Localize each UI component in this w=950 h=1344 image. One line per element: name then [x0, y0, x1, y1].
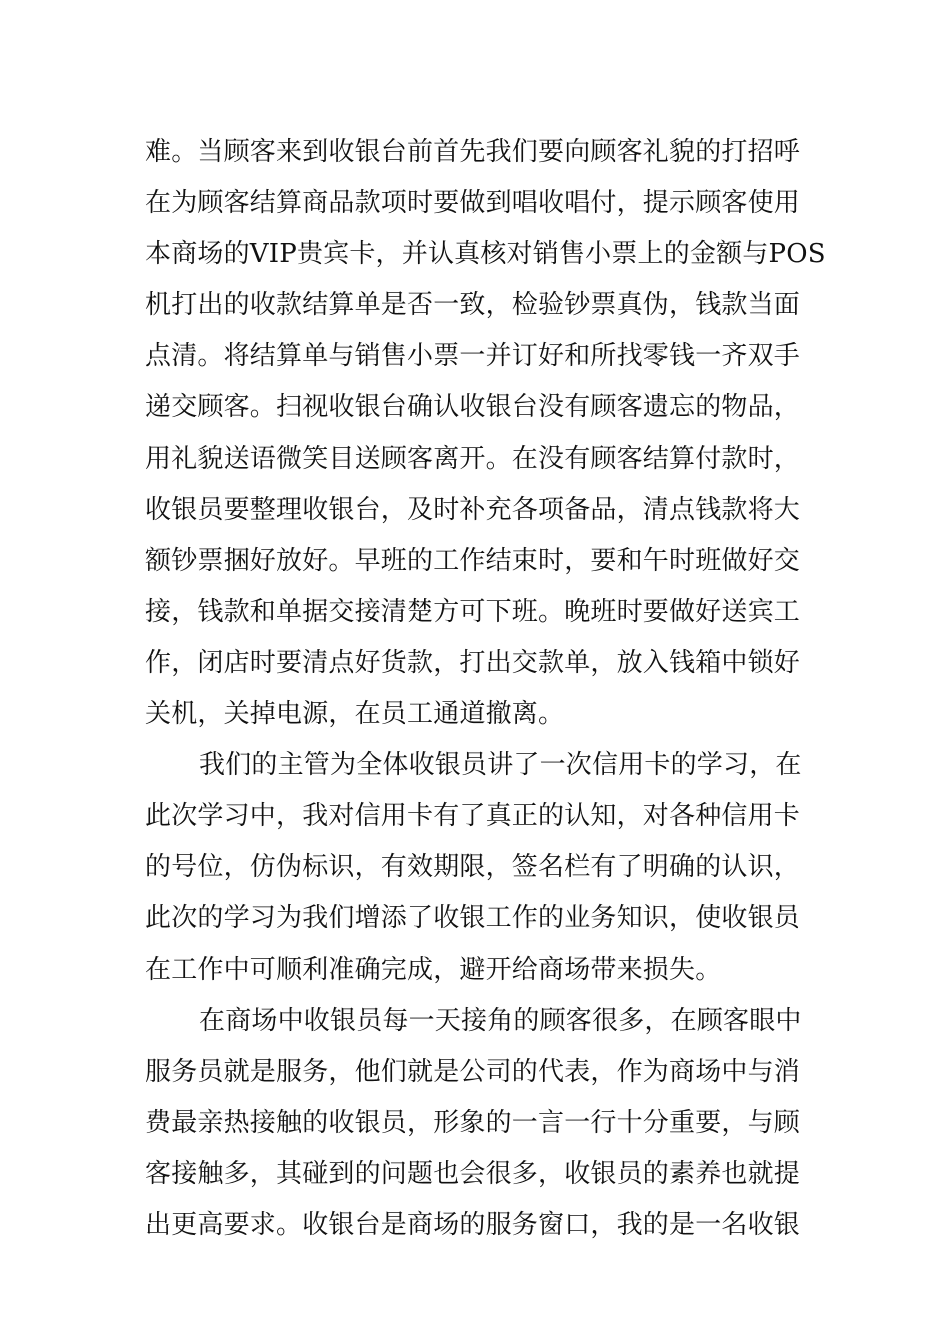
text-line: 作，闭店时要清点好货款，打出交款单，放入钱箱中锁好 — [145, 647, 801, 678]
text-line: 出更高要求。收银台是商场的服务窗口，我的是一名收银 — [145, 1209, 801, 1240]
text-line: 本商场的VIP贵宾卡，并认真核对销售小票上的金额与POS — [145, 239, 826, 270]
body-text — [145, 127, 826, 1251]
text-line: 我们的主管为全体收银员讲了一次信用卡的学习，在 — [199, 750, 802, 781]
text-line: 客接触多，其碰到的问题也会很多，收银员的素养也就提 — [145, 1158, 801, 1189]
text-line: 收银员要整理收银台，及时补充各项备品，清点钱款将大 — [145, 494, 801, 525]
text-line: 接，钱款和单据交接清楚方可下班。晚班时要做好送宾工 — [145, 596, 801, 627]
text-line: 的号位，仿伪标识，有效期限，签名栏有了明确的认识， — [145, 852, 801, 883]
text-line: 在为顾客结算商品款项时要做到唱收唱付，提示顾客使用 — [145, 188, 801, 219]
text-line: 此次学习中，我对信用卡有了真正的认知，对各种信用卡 — [145, 801, 801, 832]
text-line: 点清。将结算单与销售小票一并订好和所找零钱一齐双手 — [145, 341, 801, 372]
text-line: 服务员就是服务，他们就是公司的代表，作为商场中与消 — [145, 1056, 801, 1087]
text-line: 难。当顾客来到收银台前首先我们要向顾客礼貌的打招呼 — [145, 137, 801, 167]
text-line: 在商场中收银员每一天接角的顾客很多，在顾客眼中 — [199, 1005, 802, 1036]
text-line: 关机，关掉电源，在员工通道撤离。 — [145, 699, 565, 730]
paragraph-3 — [145, 996, 807, 1251]
text-line: 在工作中可顺利准确完成，避开给商场带来损失。 — [145, 954, 722, 985]
text-line: 此次的学习为我们增添了收银工作的业务知识，使收银员 — [145, 903, 801, 934]
text-line: 费最亲热接触的收银员，形象的一言一行十分重要，与顾 — [145, 1107, 801, 1138]
text-line: 机打出的收款结算单是否一致，检验钞票真伪，钱款当面 — [145, 290, 801, 321]
paragraph-2 — [145, 740, 807, 995]
text-line: 额钞票捆好放好。早班的工作结束时，要和午时班做好交 — [145, 545, 801, 576]
text-line: 用礼貌送语微笑目送顾客离开。在没有顾客结算付款时， — [145, 443, 801, 474]
text-line: 递交顾客。扫视收银台确认收银台没有顾客遗忘的物品， — [145, 392, 801, 423]
paragraph-1 — [145, 127, 826, 740]
